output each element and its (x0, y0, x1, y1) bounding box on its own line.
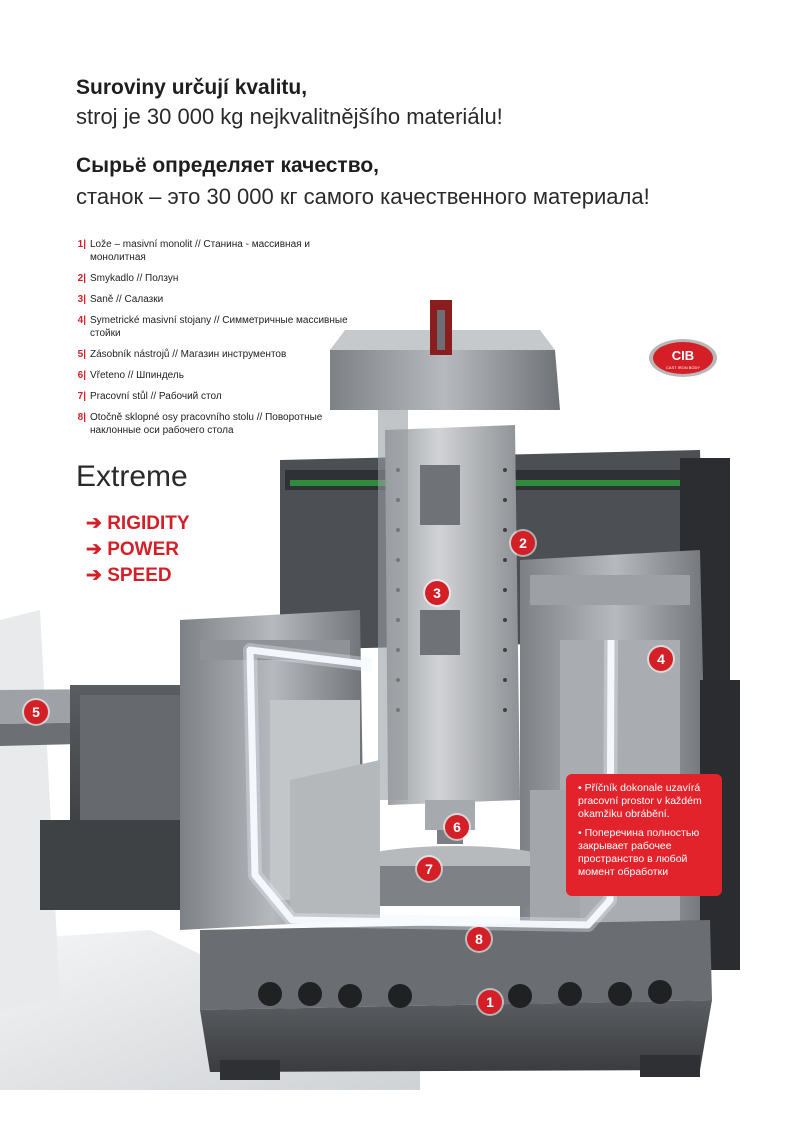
machine-illustration (0, 290, 800, 1090)
item-text: Saně // Салазки (90, 294, 164, 305)
feature-speed: ➔ SPEED (86, 565, 172, 586)
item-number: 2| (77, 273, 86, 284)
marker-4: 4 (649, 647, 673, 671)
item-text: Vřeteno // Шпиндель (90, 370, 184, 381)
feature-power: ➔ POWER (86, 539, 179, 560)
cib-logo (648, 338, 718, 378)
marker-3: 3 (425, 581, 449, 605)
item-number: 6| (77, 370, 86, 381)
item-text: Otočně sklopné osy pracovního stolu // Поворотные наклонные оси рабочего стола (90, 412, 323, 436)
item-number: 8| (77, 412, 86, 423)
item-text: Smykadlo // Ползун (90, 273, 179, 284)
cib-logo-text: CIB (671, 348, 695, 363)
feature-rigidity: ➔ RIGIDITY (86, 513, 190, 534)
list-item (58, 272, 358, 285)
heading-ru-bold: Сырьё определяет качество, (76, 154, 380, 177)
extreme-title: Extreme (76, 460, 188, 493)
item-text: Pracovní stůl // Рабочий стол (90, 391, 222, 402)
feature-list (86, 511, 190, 589)
info-box-cz: • Příčník dokonale uzavírá pracovní prostor v každém okamžiku obrábění. (578, 782, 702, 820)
item-text: Zásobník nástrojů // Магазин инструментов (90, 349, 287, 360)
item-number: 5| (77, 349, 86, 360)
item-number: 4| (77, 315, 86, 326)
item-number: 7| (77, 391, 86, 402)
cib-logo-subtext: CAST IRON BODY (665, 365, 701, 370)
item-text: Symetrické masivní stojany // Симметричные массивные стойки (90, 315, 348, 339)
marker-6: 6 (445, 815, 469, 839)
info-box-ru: • Поперечина полностью закрывает рабочее пространство в любой момент обработки (578, 827, 700, 878)
marker-5: 5 (24, 700, 48, 724)
heading-cz-light: stroj je 30 000 kg nejkvalitnějšího materiálu! (76, 104, 503, 129)
info-box (566, 774, 722, 896)
list-item (58, 238, 358, 264)
item-number: 1| (77, 239, 86, 250)
heading-cz-bold: Suroviny určují kvalitu, (76, 76, 308, 99)
marker-7: 7 (417, 857, 441, 881)
marker-1: 1 (478, 990, 502, 1014)
heading-ru-light: станок – это 30 000 кг самого качественного материала! (76, 184, 650, 209)
item-text: Lože – masivní monolit // Станина - массивная и монолитная (90, 239, 310, 263)
item-number: 3| (77, 294, 86, 305)
marker-2: 2 (511, 531, 535, 555)
marker-8: 8 (467, 927, 491, 951)
